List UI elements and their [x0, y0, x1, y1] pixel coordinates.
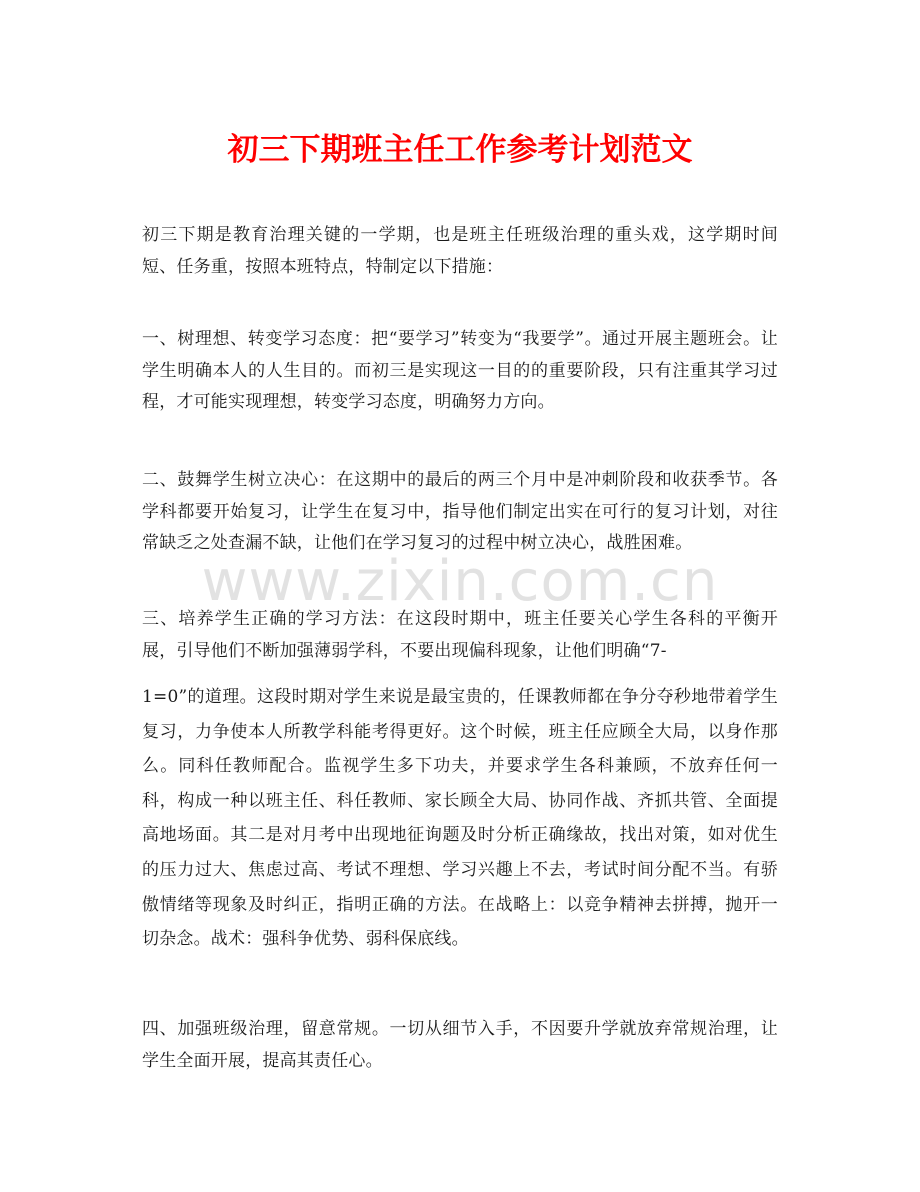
paragraph-section-1: 一、树理想、转变学习态度：把“要学习”转变为“我要学”。通过开展主题班会。让学生明确本人的人生目的。而初三是实现这一目的的重要阶段，只有注重其学习过程，才可能实现理想，转变学习态度，明确努力方向。: [142, 329, 778, 412]
watermark: www.zixin.com.cn: [201, 549, 719, 614]
paragraph-section-2: 二、鼓舞学生树立决心：在这期中的最后的两三个月中是冲刺阶段和收获季节。各学科都要开始复习，让学生在复习中，指导他们制定出实在可行的复习计划，对往常缺乏之处查漏不缺，让他们在学习复习的过程中树立决心，战胜困难。: [142, 470, 778, 553]
paragraph-section-3-continued: 1=0”的道理。这段时期对学生来说是最宝贵的，任课教师都在争分夺秒地带着学生复习，力争使本人所教学科能考得更好。这个时候，班主任应顾全大局，以身作那么。同科任教师配合。监视学生多下功夫，并要求学生各科兼顾，不放弃任何一科，构成一种以班主任、科任教师、家长顾全大局、协同作战、齐抓共管、全面提高地场面。其二是对月考中出现地征询题及时分析正确缘故，找出对策，如对优生的压力过大、焦虑过高、考试不理想、学习兴趣上不去，考试时间分配不当。有骄傲情绪等现象及时纠正，指明正确的方法。在战略上：以竞争精神去拼搏，抛开一切杂念。战术：强科争优势、弱科保底线。: [142, 687, 778, 950]
paragraph-intro: 初三下期是教育治理关键的一学期，也是班主任班级治理的重头戏，这学期时间短、任务重，按照本班特点，特制定以下措施：: [142, 225, 778, 277]
paragraph-section-4: 四、加强班级治理，留意常规。一切从细节入手，不因要升学就放弃常规治理，让学生全面开展，提高其责任心。: [142, 1019, 778, 1071]
paragraph-section-3: 三、培养学生正确的学习方法：在这段时期中，班主任要关心学生各科的平衡开展，引导他们不断加强薄弱学科，不要出现偏科现象，让他们明确“7-: [142, 609, 778, 661]
document-title: 初三下期班主任工作参考计划范文: [227, 132, 693, 168]
